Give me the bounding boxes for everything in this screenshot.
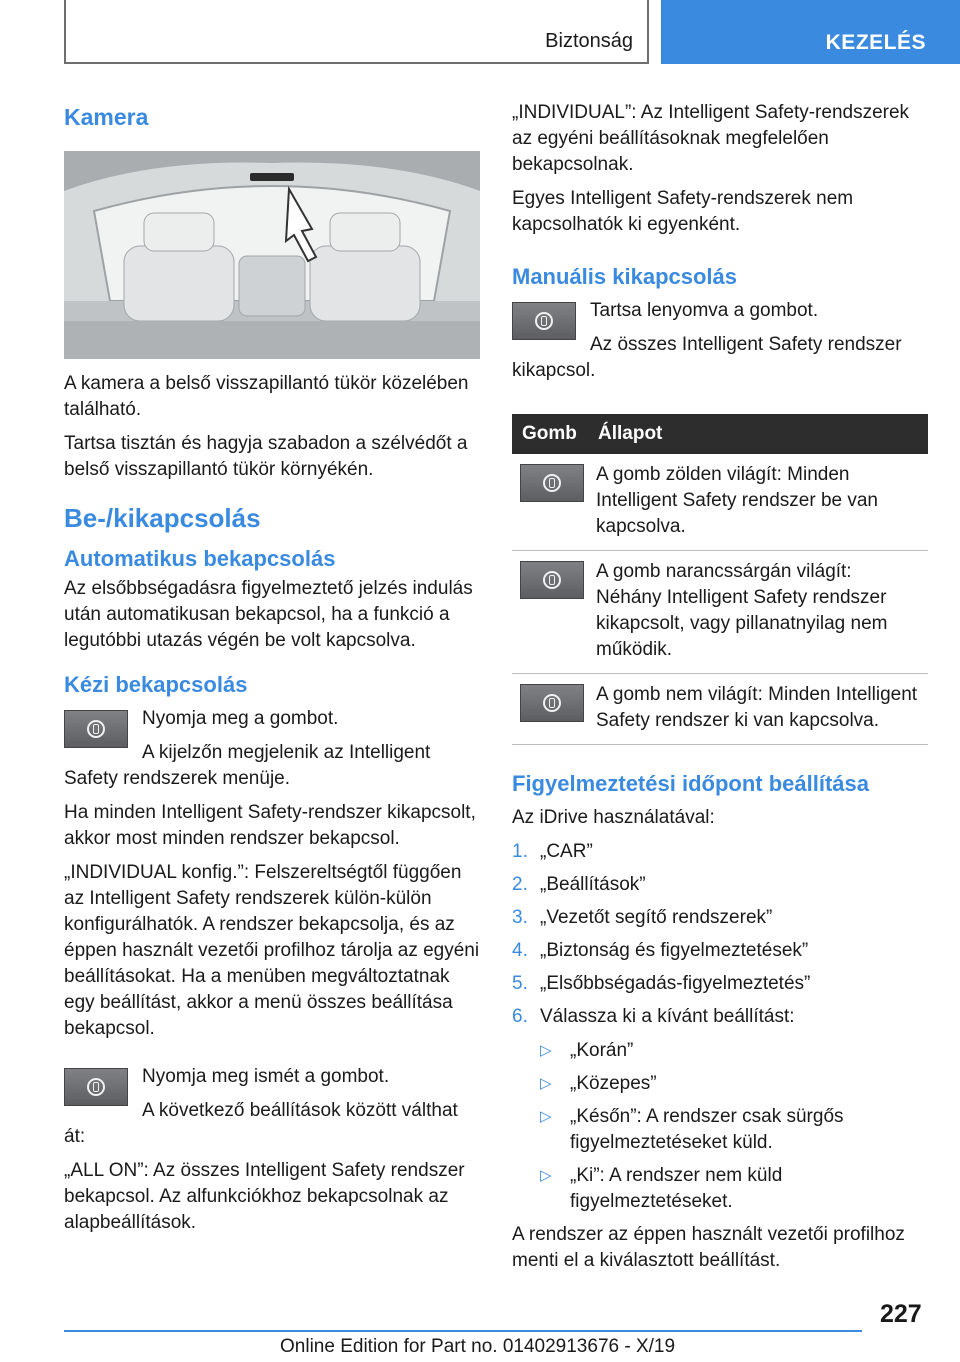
table-cell-icon <box>512 674 596 745</box>
step-text: „Vezetőt segítő rendszerek” <box>540 907 773 928</box>
step-number: 1. <box>512 841 528 862</box>
heading-manual-on: Kézi bekapcsolás <box>64 672 248 697</box>
footer-edition: Online Edition for Part no. 01402913676 - X/19 <box>280 1336 676 1357</box>
intelligent-safety-button-icon <box>64 1068 128 1106</box>
option-text: „Korán” <box>570 1040 634 1061</box>
option-text: „Ki”: A rendszer nem küld figyelmeztetéseket. <box>570 1165 783 1212</box>
heading-auto-on: Automatikus bekapcsolás <box>64 546 336 571</box>
safety-icon <box>535 312 553 330</box>
paragraph-all-off: Az összes Intelligent Safety rendszer kikapcsol. <box>512 334 902 381</box>
options-list <box>540 1038 928 1215</box>
heading-on-off: Be-/kikapcsolás <box>64 503 261 533</box>
paragraph-individual-config: „INDIVIDUAL konfig.”: Felszereltségtől függően az Intelligent Safety rendszerek külön-külön konfigurálhatók. A rendszer bekapcsolja, és az éppen használt vezetői profilhoz tárolja az egyéni beállításokat. Ha a menüben megváltoztatnak egy beállítást, akkor a menü összes beállítása bekapcsol. <box>64 862 480 1039</box>
heading-warning-time: Figyelmeztetési időpont beállítása <box>512 771 869 796</box>
button-green-icon <box>520 464 584 502</box>
step-number: 3. <box>512 907 528 928</box>
triangle-right-icon: ▷ <box>540 1167 552 1184</box>
paragraph-some-systems: Egyes Intelligent Safety-rendszerek nem kapcsolhatók ki egyenként. <box>512 188 854 235</box>
paragraph-camera-clean: Tartsa tisztán és hagyja szabadon a szélvédőt a belső visszapillantó tükör környékén. <box>64 433 468 480</box>
table-cell-status: A gomb nem világít: Minden Intelligent Safety rendszer ki van kapcsolva. <box>596 674 928 745</box>
heading-manual-off: Manuális kikapcsolás <box>512 264 737 289</box>
option-text: „Közepes” <box>570 1073 657 1094</box>
right-column <box>512 100 928 1282</box>
paragraph-if-all-off: Ha minden Intelligent Safety-rendszer kikapcsolt, akkor most minden rendszer bekapcsol. <box>64 802 476 849</box>
safety-icon <box>543 571 561 589</box>
button-status-table <box>512 414 928 745</box>
list-item <box>512 1004 928 1215</box>
step-number: 2. <box>512 874 528 895</box>
step-text: „Beállítások” <box>540 874 646 895</box>
paragraph-auto-on: Az elsőbbségadásra figyelmeztető jelzés indulás után automatikusan bekapcsol, ha a funkció a legutóbbi utazás végén be volt kapcsolva. <box>64 578 473 651</box>
list-item <box>512 938 928 964</box>
paragraph-menu-shown: A kijelzőn megjelenik az Intelligent Safety rendszerek menüje. <box>64 742 431 789</box>
left-column <box>64 100 480 1244</box>
header-chapter-title: KEZELÉS <box>825 31 926 54</box>
step-text: Válassza ki a kívánt beállítást: <box>540 1006 795 1027</box>
paragraph-idrive: Az iDrive használatával: <box>512 807 715 828</box>
intelligent-safety-button-icon <box>512 302 576 340</box>
step-text: „Biztonság és figyelmeztetések” <box>540 940 809 961</box>
button-unlit-icon <box>520 684 584 722</box>
safety-icon <box>87 1078 105 1096</box>
intelligent-safety-button-icon <box>64 710 128 748</box>
table-cell-icon <box>512 454 596 551</box>
header-section-box <box>64 0 649 64</box>
table-header-row <box>512 414 928 454</box>
safety-icon <box>543 474 561 492</box>
paragraph-switch-between: A következő beállítások között válthat át: <box>64 1100 458 1147</box>
paragraph-all-on: „ALL ON”: Az összes Intelligent Safety rendszer bekapcsol. Az alfunkciókhoz bekapcsolnak az alapbeállítások. <box>64 1160 465 1233</box>
list-item <box>512 839 928 865</box>
heading-kamera: Kamera <box>64 104 149 130</box>
header-chapter-tab <box>661 0 960 64</box>
triangle-right-icon: ▷ <box>540 1075 552 1092</box>
list-item <box>540 1104 928 1156</box>
table-cell-icon <box>512 551 596 674</box>
list-item <box>540 1163 928 1215</box>
step-number: 4. <box>512 940 528 961</box>
table-header-status: Állapot <box>596 414 928 454</box>
paragraph-press-button: Nyomja meg a gombot. <box>142 708 339 729</box>
triangle-right-icon: ▷ <box>540 1042 552 1059</box>
step-number: 5. <box>512 973 528 994</box>
list-item <box>540 1038 928 1064</box>
header-section-title: Biztonság <box>545 30 633 52</box>
list-item <box>540 1071 928 1097</box>
step-text: „Elsőbbségadás-figyelmeztetés” <box>540 973 811 994</box>
table-header-button: Gomb <box>512 414 596 454</box>
option-text: „Későn”: A rendszer csak sürgős figyelmeztetéseket küld. <box>570 1106 844 1153</box>
button-orange-icon <box>520 561 584 599</box>
list-item <box>512 872 928 898</box>
safety-icon <box>543 694 561 712</box>
paragraph-setting-stored: A rendszer az éppen használt vezetői profilhoz menti el a kiválasztott beállítást. <box>512 1224 905 1271</box>
paragraph-individual: „INDIVIDUAL”: Az Intelligent Safety-rendszerek az egyéni beállításoknak megfelelően bekapcsolnak. <box>512 102 910 175</box>
table-cell-status: A gomb zölden világít: Minden Intelligent Safety rendszer be van kapcsolva. <box>596 454 928 551</box>
steps-list <box>512 839 928 1215</box>
paragraph-hold-button: Tartsa lenyomva a gombot. <box>590 300 819 321</box>
table-row <box>512 551 928 674</box>
paragraph-press-again: Nyomja meg ismét a gombot. <box>142 1066 390 1087</box>
triangle-right-icon: ▷ <box>540 1108 552 1125</box>
list-item <box>512 971 928 997</box>
camera-photo <box>64 151 480 359</box>
table-row <box>512 454 928 551</box>
safety-icon <box>87 720 105 738</box>
table-row <box>512 674 928 745</box>
footer-divider <box>64 1330 862 1332</box>
step-number: 6. <box>512 1006 528 1027</box>
table-cell-status: A gomb narancssárgán világít: Néhány Intelligent Safety rendszer kikapcsolt, vagy pillanatnyilag nem működik. <box>596 551 928 674</box>
paragraph-camera-location: A kamera a belső visszapillantó tükör közelében található. <box>64 373 469 420</box>
list-item <box>512 905 928 931</box>
car-interior-illustration <box>64 151 480 359</box>
step-text: „CAR” <box>540 841 593 862</box>
page-number: 227 <box>880 1300 922 1328</box>
